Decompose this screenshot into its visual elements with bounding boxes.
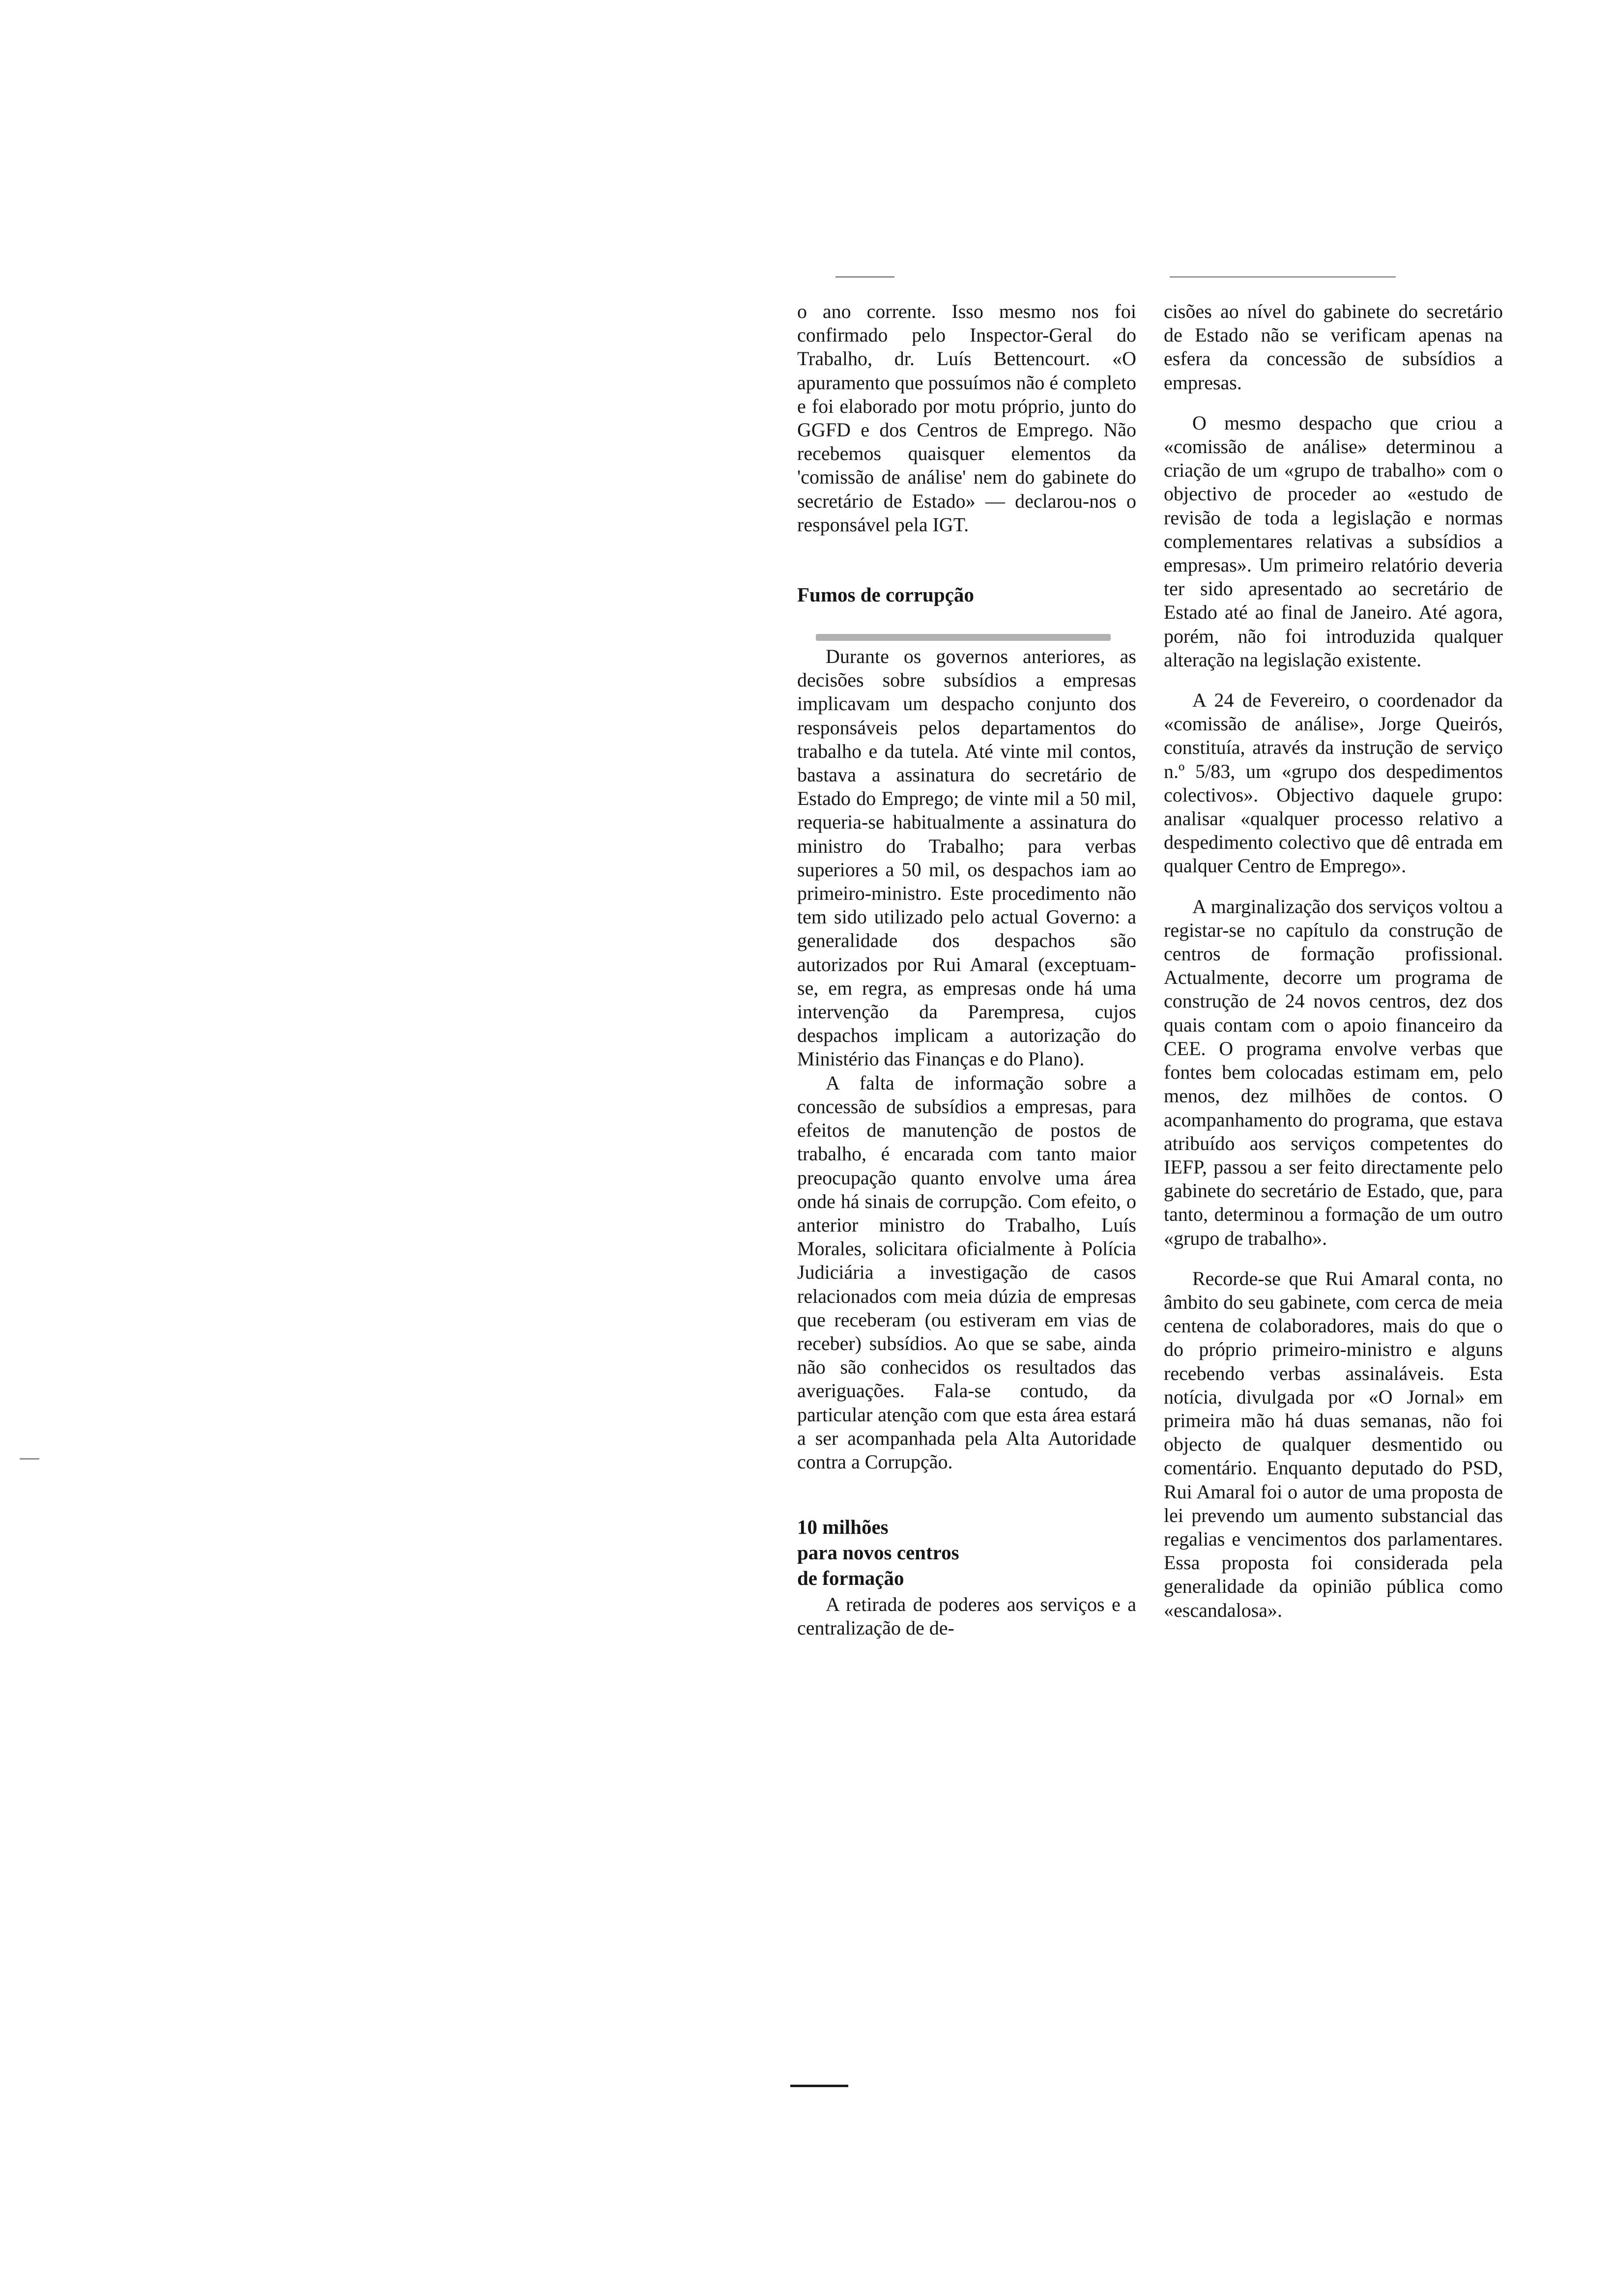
paragraph: A marginalização dos serviços voltou a registar-se no capítulo da construção de centros de formação profissional. Actualmente, decorre um programa de construção de 24 novos centros, dez dos quais contam com o apoio financeiro da CEE. O programa envolve verbas que fontes bem colocadas estimam em, pelo menos, dez milhões de contos. O acompanhamento do programa, que estava atribuído aos serviços competentes do IEFP, passou a ser feito directamente pelo gabinete do secretário de Estado, que, para tanto, determinou a formação de um outro «grupo de trabalho». (1164, 895, 1503, 1249)
article-end-rule (790, 2085, 848, 2087)
paragraph: o ano corrente. Isso mesmo nos foi confirmado pelo Inspector-Geral do Trabalho, dr. Luís Bettencourt. «O apuramento que possuímos não é completo e foi elaborado por motu próprio, junto do GGFD e dos Centros de Emprego. Não recebemos quaisquer elementos da 'comissão de análise' nem do gabinete do secretário de Estado» — declarou-nos o responsável pela IGT. (797, 300, 1136, 536)
heading-line: de formação (797, 1567, 904, 1590)
paragraph: A falta de informação sobre a concessão de subsídios a empresas, para efeitos de manutenção de postos de trabalho, é encarada com tanto maior preocupação quanto envolve uma área onde há sinais de corrupção. Com efeito, o anterior ministro do Trabalho, Luís Morales, solicitara oficialmente à Polícia Judiciária a investigação de casos relacionados com meia dúzia de empresas que receberam (ou estiveram em vias de receber) subsídios. Ao que se sabe, ainda não são conhecidos os resultados das averiguações. Fala-se contudo, da particular atenção com que esta área estará a ser acompanhada pela Alta Autoridade contra a Corrupção. (797, 1071, 1136, 1473)
scan-artifact-top-left (835, 276, 894, 278)
scan-artifact-top-right (1170, 276, 1396, 278)
section-heading-10-milhoes (797, 1514, 1136, 1591)
article-right-column (1164, 300, 1503, 1622)
paragraph: cisões ao nível do gabinete do secretário de Estado não se verificam apenas na esfera da concessão de subsídios a empresas. (1164, 300, 1503, 394)
paragraph: A 24 de Fevereiro, o coordenador da «comissão de análise», Jorge Queirós, constituía, através da instrução de serviço n.º 5/83, um «grupo dos despedimentos colectivos». Objectivo daquele grupo: analisar «qualquer processo relativo a despedimento colectivo que dê entrada em qualquer Centro de Emprego». (1164, 689, 1503, 877)
page-edge-mark (20, 1458, 39, 1460)
paragraph: Recorde-se que Rui Amaral conta, no âmbito do seu gabinete, com cerca de meia centena de colaboradores, mais do que o do próprio primeiro-ministro e alguns recebendo verbas assinaláveis. Esta notícia, divulgada por «O Jornal» em primeira mão há duas semanas, não foi objecto de qualquer desmentido ou comentário. Enquanto deputado do PSD, Rui Amaral foi o autor de uma proposta de lei prevendo um aumento substancial das regalias e vencimentos dos parlamentares. Essa proposta foi considerada pela generalidade da opinião pública como «escandalosa». (1164, 1267, 1503, 1621)
section-heading-fumos-de-corrupcao: Fumos de corrupção (797, 583, 974, 606)
paragraph: Durante os governos anteriores, as decisões sobre subsídios a empresas implicavam um despacho conjunto dos responsáveis pelos departamentos do trabalho e da tutela. Até vinte mil contos, bastava a assinatura do secretário de Estado do Emprego; de vinte mil a 50 mil, requeria-se habitualmente a assinatura do ministro do Trabalho; para verbas superiores a 50 mil, os despachos iam ao primeiro-ministro. Este procedimento não tem sido utilizado pelo actual Governo: a generalidade dos despachos são autorizados por Rui Amaral (exceptuam-se, em regra, as empresas onde há uma intervenção da Parempresa, cujos despachos implicam a autorização do Ministério das Finanças e do Plano). (797, 645, 1136, 1070)
article-left-column (797, 300, 1136, 1640)
paragraph: A retirada de poderes aos serviços e a centralização de de- (797, 1593, 1136, 1639)
heading-line: 10 milhões (797, 1516, 889, 1539)
paragraph: O mesmo despacho que criou a «comissão de análise» determinou a criação de um «grupo de trabalho» com o objectivo de proceder ao «estudo de revisão de toda a legislação e normas complementares relativas a subsídios a empresas». Um primeiro relatório deveria ter sido apresentado ao secretário de Estado até ao final de Janeiro. Até agora, porém, não foi introduzida qualquer alteração na legislação existente. (1164, 411, 1503, 671)
heading-line: para novos centros (797, 1541, 959, 1564)
